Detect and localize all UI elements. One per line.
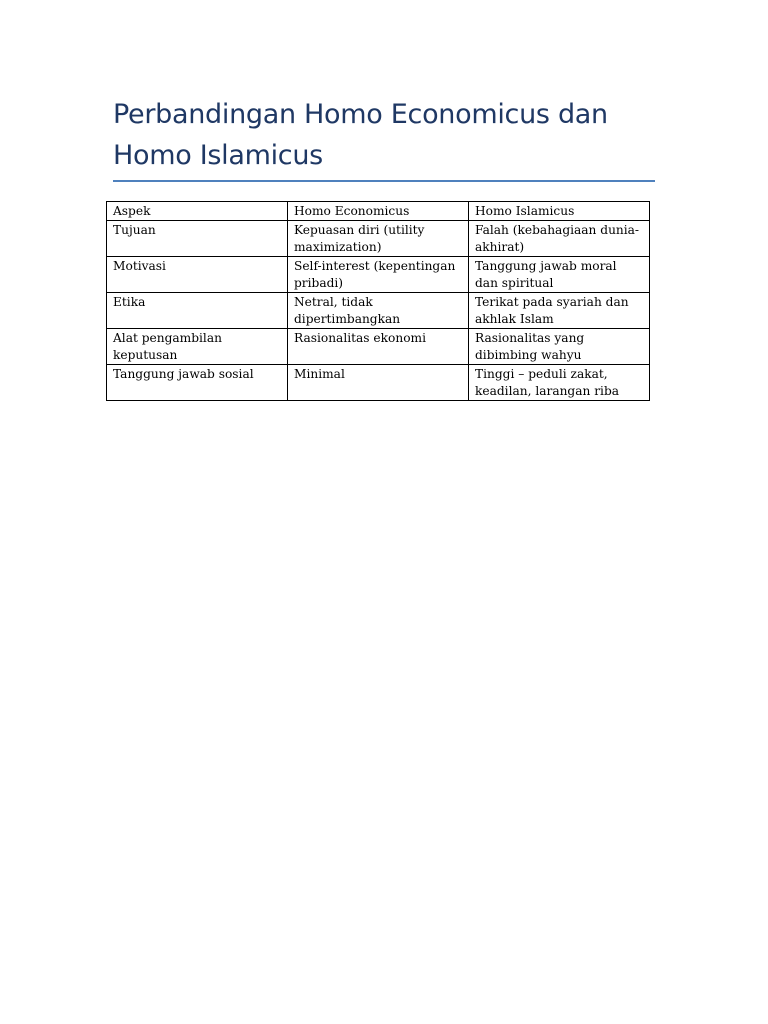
table-cell-islamicus: Tinggi – peduli zakat, keadilan, larangan riba (469, 365, 650, 401)
table-cell-aspek: Alat pengambilan keputusan (107, 329, 288, 365)
table-cell-economicus: Netral, tidak dipertimbangkan (288, 293, 469, 329)
comparison-table (106, 201, 650, 401)
table-cell-economicus: Self-interest (kepentingan pribadi) (288, 257, 469, 293)
header-cell-homo-islamicus: Homo Islamicus (469, 202, 650, 221)
header-cell-aspek: Aspek (107, 202, 288, 221)
table-cell-aspek: Tujuan (107, 221, 288, 257)
table-cell-aspek: Tanggung jawab sosial (107, 365, 288, 401)
table-cell-islamicus: Rasionalitas yang dibimbing wahyu (469, 329, 650, 365)
title-underline (113, 180, 655, 182)
table-cell-islamicus: Tanggung jawab moral dan spiritual (469, 257, 650, 293)
table-cell-economicus: Rasionalitas ekonomi (288, 329, 469, 365)
table-cell-islamicus: Falah (kebahagiaan dunia-akhirat) (469, 221, 650, 257)
table-row (107, 257, 650, 293)
table-row (107, 329, 650, 365)
table-cell-aspek: Etika (107, 293, 288, 329)
table-row (107, 293, 650, 329)
table-row (107, 365, 650, 401)
document-title: Perbandingan Homo Economicus dan Homo Islamicus (113, 99, 608, 171)
table-cell-aspek: Motivasi (107, 257, 288, 293)
table-row (107, 221, 650, 257)
table-header-row (107, 202, 650, 221)
table-cell-economicus: Minimal (288, 365, 469, 401)
header-cell-homo-economicus: Homo Economicus (288, 202, 469, 221)
table-cell-islamicus: Terikat pada syariah dan akhlak Islam (469, 293, 650, 329)
table-cell-economicus: Kepuasan diri (utility maximization) (288, 221, 469, 257)
